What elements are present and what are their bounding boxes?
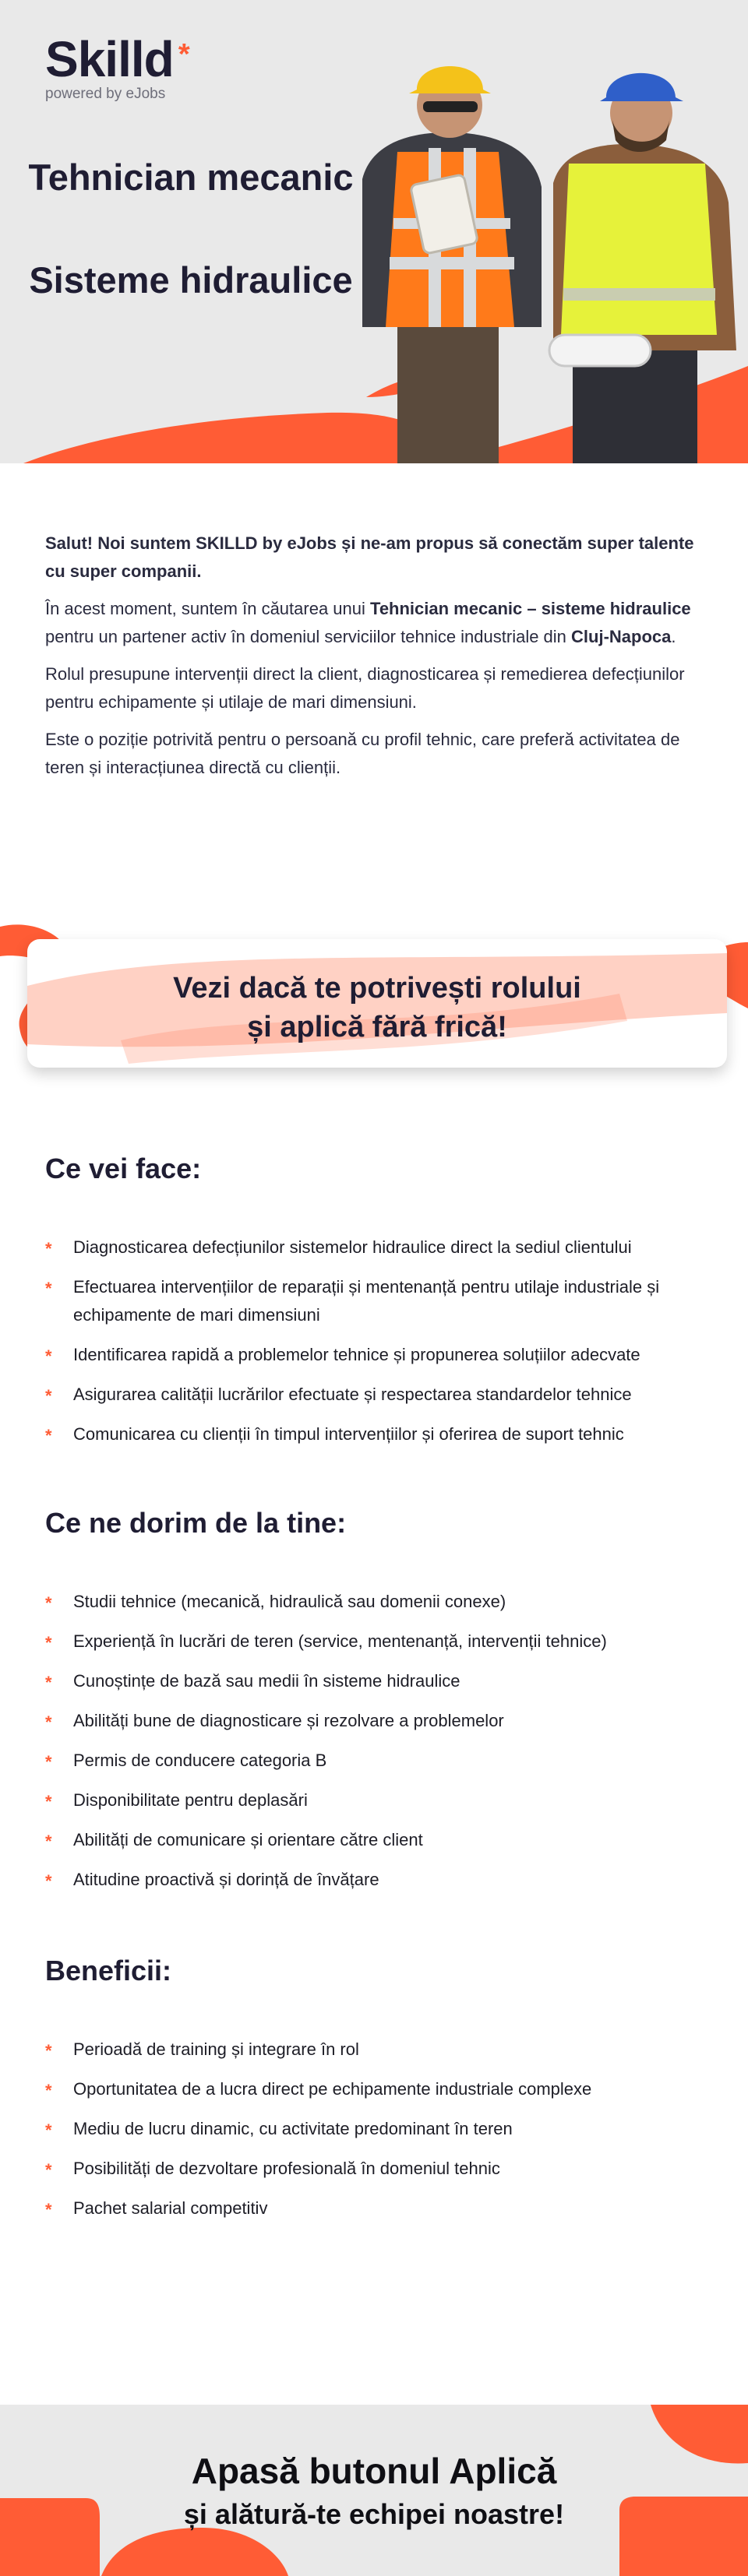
- intro-text: [45, 530, 707, 791]
- footer-subtitle: și alătură-te echipei noastre!: [183, 2498, 565, 2530]
- list-item: [45, 2115, 715, 2143]
- intro-p2-pre: În acest moment, suntem în căutarea unui: [45, 599, 371, 618]
- asterisk-bullet-icon: *: [45, 1832, 52, 1851]
- intro-p2-role: Tehnician mecanic – sisteme hidraulice: [370, 599, 691, 618]
- list-item-text: Mediu de lucru dinamic, cu activitate predominant în teren: [73, 2119, 513, 2138]
- asterisk-bullet-icon: *: [45, 1633, 52, 1652]
- workers-photo-illustration: [355, 23, 744, 463]
- hero-banner: [0, 0, 748, 463]
- list-item: [45, 1826, 715, 1854]
- list-item-text: Asigurarea calității lucrărilor efectuate și respectarea standardelor tehnice: [73, 1385, 632, 1404]
- job-title-line2: Sisteme hidraulice: [29, 259, 353, 301]
- asterisk-bullet-icon: *: [45, 1752, 52, 1772]
- job-title-line1: Tehnician mecanic: [28, 157, 354, 198]
- list-item: [45, 2075, 715, 2103]
- requirements-list: [45, 1588, 715, 1894]
- asterisk-bullet-icon: *: [45, 1712, 52, 1732]
- list-item-text: Oportunitatea de a lucra direct pe echipamente industriale complexe: [73, 2079, 592, 2099]
- list-item-text: Diagnosticarea defecțiunilor sistemelor hidraulice direct la sediul clientului: [73, 1237, 632, 1257]
- section-requirements: [45, 1507, 715, 1906]
- asterisk-bullet-icon: *: [45, 1426, 52, 1445]
- logo-tagline: powered by eJobs: [45, 86, 166, 102]
- asterisk-bullet-icon: *: [45, 1239, 52, 1258]
- cta-message: [27, 969, 727, 1047]
- list-item-text: Identificarea rapidă a problemelor tehnice și propunerea soluțiilor adecvate: [73, 1345, 640, 1364]
- asterisk-bullet-icon: *: [45, 2081, 52, 2100]
- list-item: [45, 2155, 715, 2183]
- list-item-text: Permis de conducere categoria B: [73, 1751, 327, 1770]
- asterisk-bullet-icon: *: [45, 1792, 52, 1811]
- asterisk-bullet-icon: *: [45, 2120, 52, 2140]
- list-item-text: Disponibilitate pentru deplasări: [73, 1790, 308, 1810]
- footer-apply-banner: [0, 2405, 748, 2576]
- list-item: [45, 1381, 715, 1409]
- list-item-text: Cunoștințe de bază sau medii în sisteme hidraulice: [73, 1671, 460, 1691]
- intro-p2-mid: pentru un partener activ în domeniul serviciilor tehnice industriale din: [45, 627, 572, 646]
- section-benefits: [45, 1955, 715, 2234]
- asterisk-bullet-icon: *: [45, 1386, 52, 1406]
- list-item: [45, 1341, 715, 1369]
- list-item: [45, 1786, 715, 1814]
- list-item: [45, 1273, 715, 1329]
- list-item-text: Efectuarea intervențiilor de reparații și mentenanță pentru utilaje industriale și echipamente de mari dimensiuni: [73, 1277, 660, 1325]
- intro-p2-end: .: [671, 627, 676, 646]
- list-item: [45, 1628, 715, 1656]
- list-item: [45, 1707, 715, 1735]
- section-tasks: [45, 1153, 715, 1460]
- asterisk-bullet-icon: *: [45, 2041, 52, 2060]
- list-item-text: Abilități bune de diagnosticare și rezolvare a problemelor: [73, 1711, 504, 1730]
- cta-line1: Vezi dacă te potrivești rolului: [173, 972, 581, 1005]
- list-item: [45, 1747, 715, 1775]
- list-item: [45, 1588, 715, 1616]
- tasks-list: [45, 1233, 715, 1448]
- list-item-text: Experiență în lucrări de teren (service, mentenanță, intervenții tehnice): [73, 1631, 607, 1651]
- intro-paragraph-role: [45, 595, 707, 651]
- list-item-text: Posibilități de dezvoltare profesională în domeniul tehnic: [73, 2159, 500, 2178]
- asterisk-bullet-icon: *: [45, 1279, 52, 1298]
- list-item: [45, 1667, 715, 1695]
- cta-line2: și aplică fără frică!: [247, 1011, 507, 1043]
- benefits-list: [45, 2036, 715, 2222]
- list-item-text: Pachet salarial competitiv: [73, 2198, 268, 2218]
- section-tasks-title: Ce vei face:: [45, 1153, 202, 1184]
- asterisk-bullet-icon: *: [45, 1673, 52, 1692]
- intro-paragraph-duties: Rolul presupune intervenții direct la client, diagnosticarea și remedierea defecțiunilor pentru echipamente și utilaje de mari dimensiuni.: [45, 664, 685, 712]
- asterisk-bullet-icon: *: [45, 2200, 52, 2219]
- list-item: [45, 1233, 715, 1262]
- list-item: [45, 1420, 715, 1448]
- list-item: [45, 1866, 715, 1894]
- list-item-text: Comunicarea cu clienții în timpul intervențiilor și oferirea de suport tehnic: [73, 1424, 624, 1444]
- asterisk-bullet-icon: *: [45, 1871, 52, 1891]
- footer-title: Apasă butonul Aplică: [191, 2451, 557, 2491]
- intro-lead: Salut! Noi suntem SKILLD by eJobs și ne-am propus să conectăm super talente cu super companii.: [45, 533, 694, 581]
- list-item: [45, 2194, 715, 2222]
- skilld-logo: [45, 31, 189, 103]
- asterisk-bullet-icon: *: [45, 1593, 52, 1613]
- list-item-text: Abilități de comunicare și orientare către client: [73, 1830, 423, 1849]
- section-benefits-title: Beneficii:: [45, 1955, 172, 1987]
- cta-card: [27, 939, 727, 1068]
- list-item-text: Studii tehnice (mecanică, hidraulică sau domenii conexe): [73, 1592, 506, 1611]
- logo-wordmark: Skilld: [45, 31, 174, 87]
- asterisk-bullet-icon: *: [45, 1346, 52, 1366]
- intro-p2-city: Cluj-Napoca: [571, 627, 672, 646]
- section-requirements-title: Ce ne dorim de la tine:: [45, 1507, 347, 1539]
- list-item: [45, 2036, 715, 2064]
- asterisk-bullet-icon: *: [45, 2160, 52, 2180]
- logo-asterisk-icon: *: [178, 38, 189, 71]
- intro-paragraph-profile: Este o poziție potrivită pentru o persoană cu profil tehnic, care preferă activitatea de teren și interacțiunea directă cu clienții.: [45, 730, 680, 777]
- list-item-text: Atitudine proactivă și dorință de învățare: [73, 1870, 379, 1889]
- list-item-text: Perioadă de training și integrare în rol: [73, 2039, 359, 2059]
